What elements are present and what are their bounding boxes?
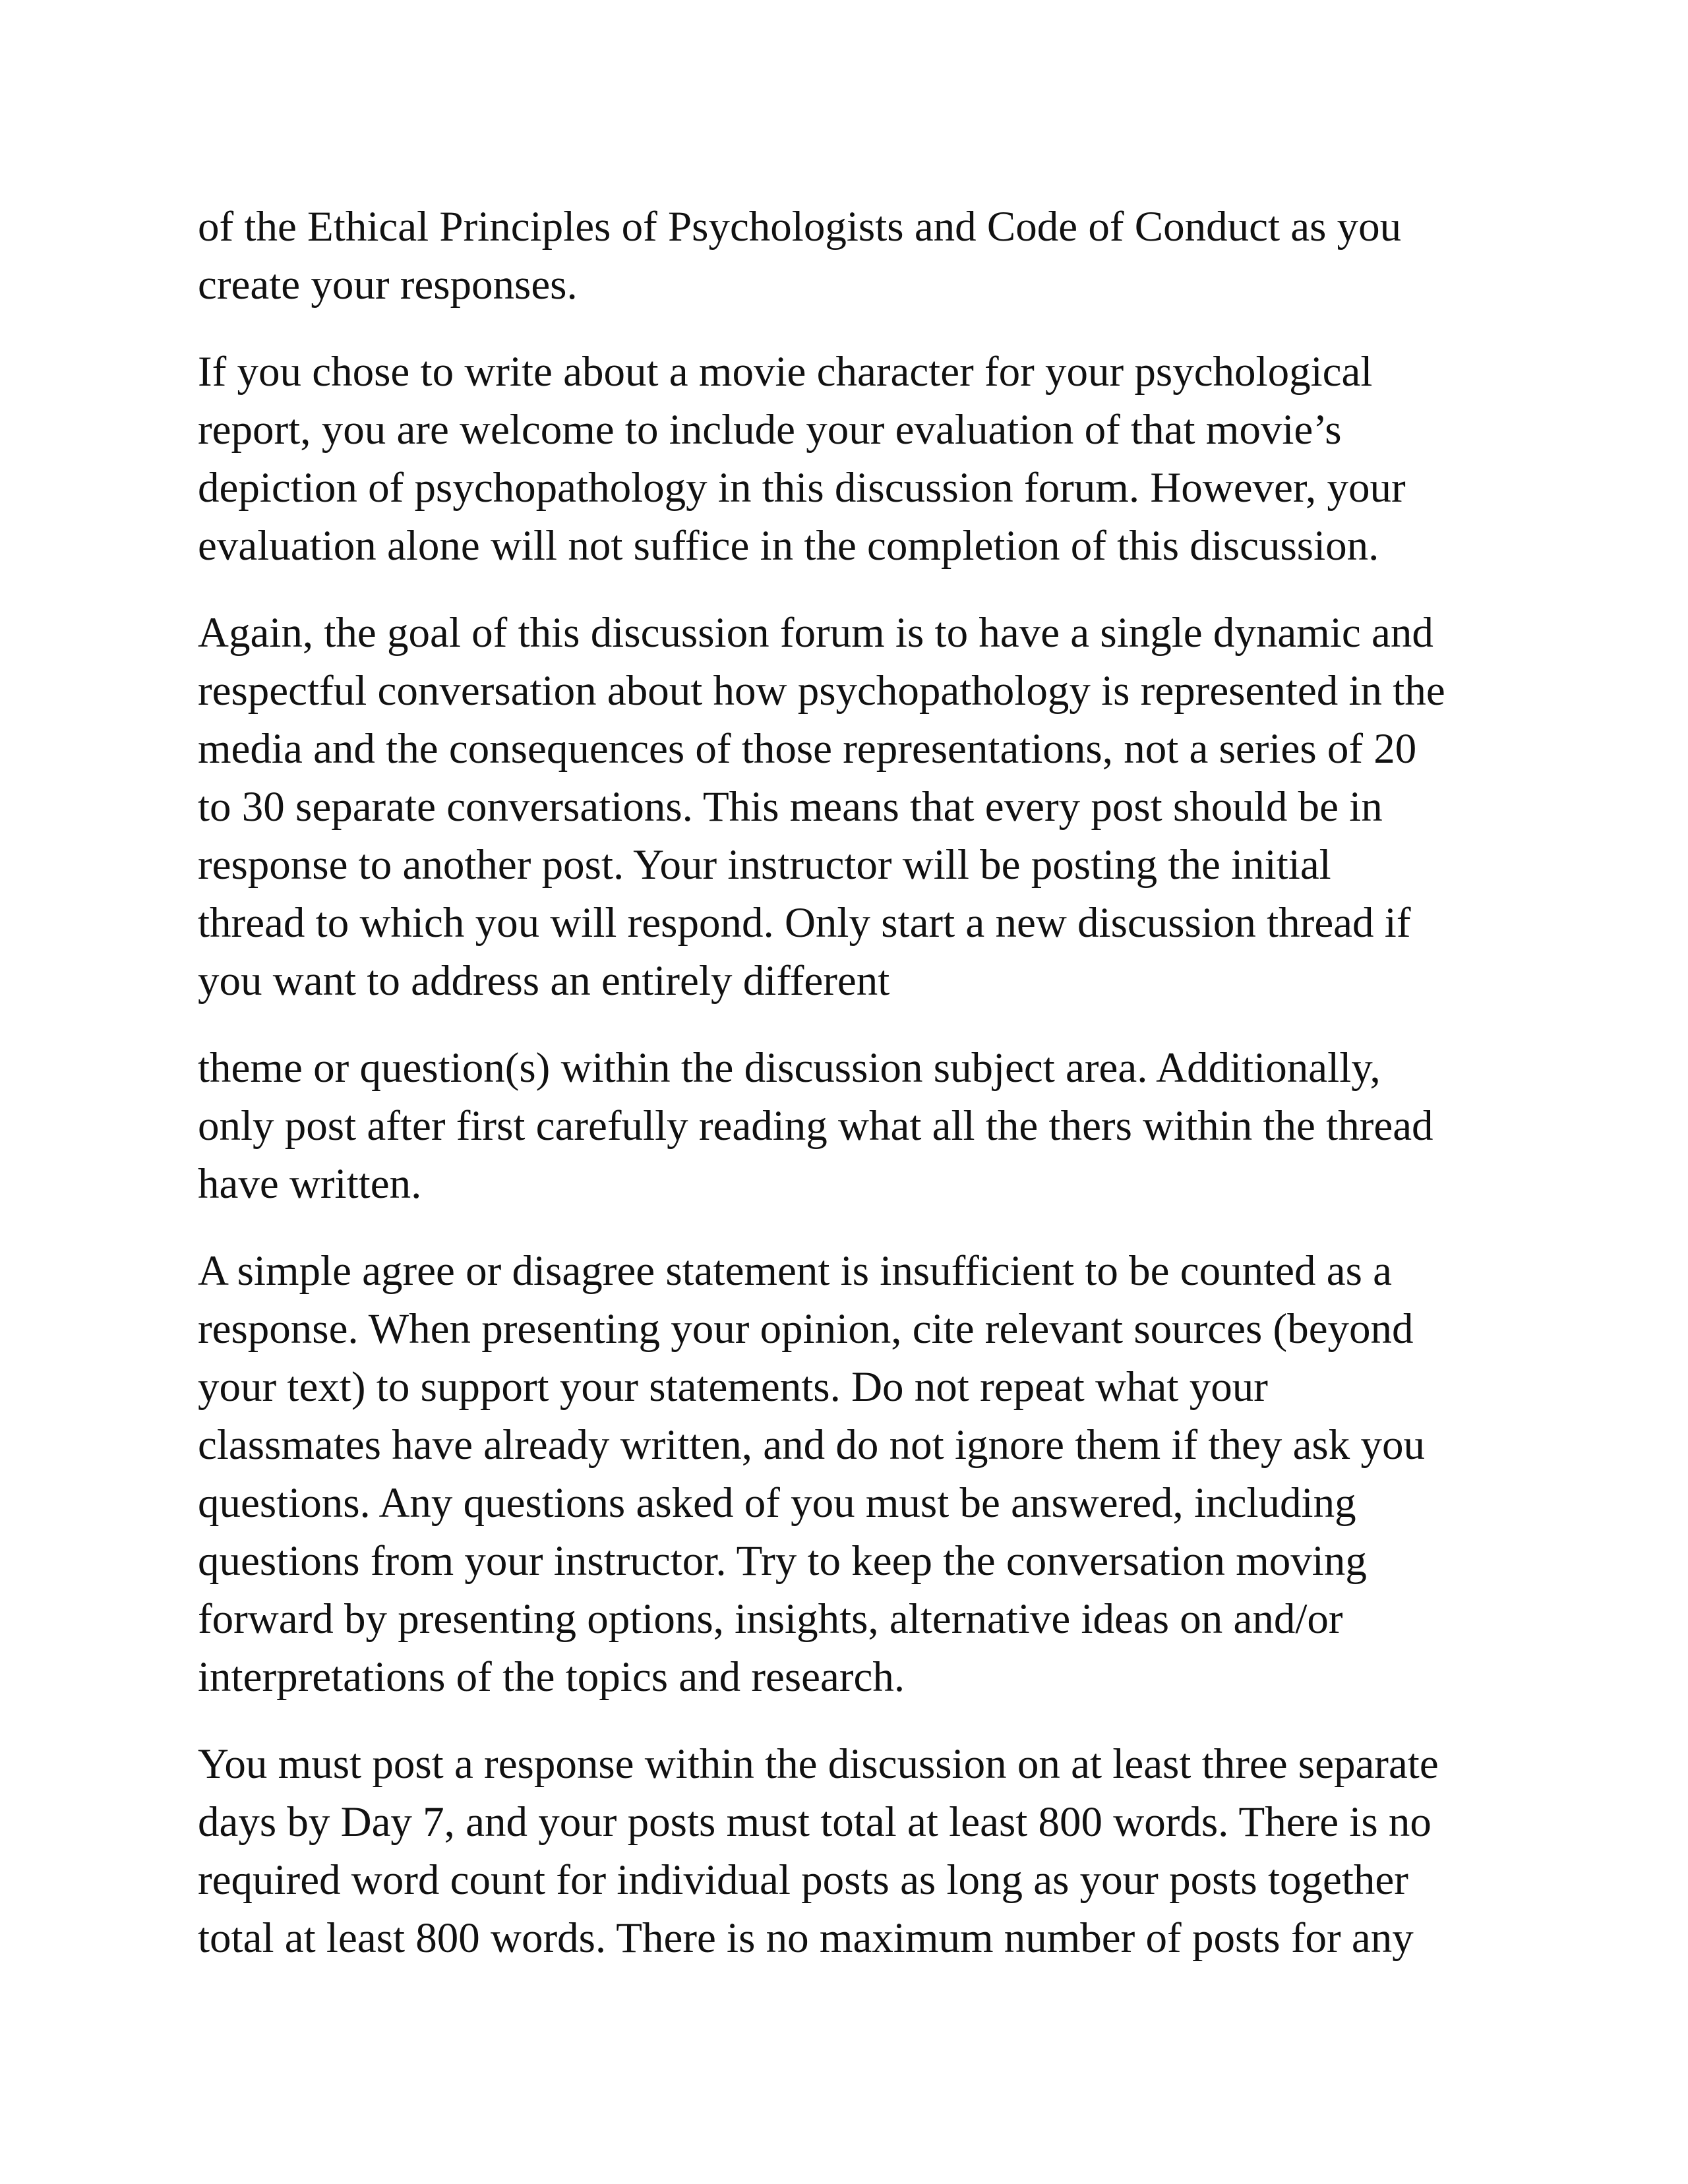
paragraph-discussion-goal: Again, the goal of this discussion forum is to have a single dynamic and respectful conversation about how psychopathology is represented in the media and the consequences of those representations, not a series of 20 to 30 separate conversations. This means that every post should be in response to another post. Your instructor will be posting the initial thread to which you will respond. Only start a new discussion thread if you want to address an entirely different [198,609,1445,1005]
document-body [198,198,1490,1967]
paragraph-theme-question: theme or question(s) within the discussion subject area. Additionally, only post after first carefully reading what all the thers within the thread have written. [198,1044,1433,1208]
paragraph-agree-disagree: A simple agree or disagree statement is insufficient to be counted as a response. When presenting your opinion, cite relevant sources (beyond your text) to support your statements. Do not repeat what your classmates have already written, and do not ignore them if they ask you questions. Any questions asked of you must be answered, including questions from your instructor. Try to keep the conversation moving forward by presenting options, insights, alternative ideas on and/or interpretations of the topics and research. [198,1247,1425,1701]
paragraph-ethics-continuation: of the Ethical Principles of Psychologists and Code of Conduct as you create your responses. [198,203,1402,309]
paragraph-post-requirements: You must post a response within the discussion on at least three separate days by Day 7, and your posts must total at least 800 words. There is no required word count for individual posts as long as your posts together total at least 800 words. There is no maximum number of posts for any [198,1740,1439,1962]
paragraph-movie-character: If you chose to write about a movie character for your psychological report, you are welcome to include your evaluation of that movie’s depiction of psychopathology in this discussion forum. However, your evaluation alone will not suffice in the completion of this discussion. [198,348,1406,570]
